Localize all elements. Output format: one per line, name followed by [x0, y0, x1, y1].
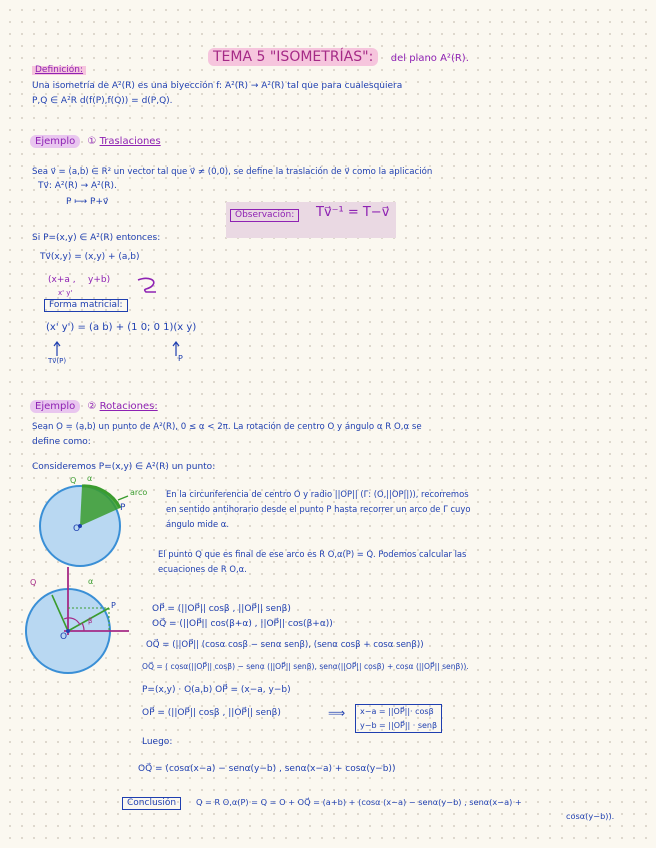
- conclusion-line2: cosα(y−b)).: [566, 811, 615, 821]
- equation-5: P=(x,y) · O(a,b) OP⃗ = (x−a, y−b): [142, 685, 291, 695]
- example1-line3: P ⟼ P+v⃗: [66, 197, 109, 207]
- definition-line2: P,Q ∈ A²R d(f(P),f(Q)) = d(P,Q).: [32, 96, 173, 106]
- example1-header: [30, 137, 161, 147]
- conclusion-line1: Q = R O,α(P) = Q = O + OQ⃗ = (a+b) + (cosα (x−a) − senα(y−b) , senα(x−a) +: [196, 797, 522, 807]
- example1-line2: Tv⃗: A²(R) → A²(R).: [38, 181, 117, 191]
- figure1-label-Q: Q: [70, 476, 77, 485]
- example2-header: [30, 402, 158, 412]
- matrix-formula: (x' y') = (a b) + (1 0; 0 1)(x y): [46, 322, 197, 333]
- paragraph2-line2: ecuaciones de R O,α.: [158, 564, 247, 574]
- figure2-label-alpha: α: [88, 577, 94, 586]
- implies-arrow: ⟹: [328, 706, 346, 720]
- equation-7: OQ⃗ = (cosα(x−a) − senα(y−b) , senα(x−a) + cosα(y−b)): [138, 764, 396, 774]
- matrix-label: Forma matricial:: [44, 299, 128, 312]
- curly-arrow-icon: [134, 274, 164, 296]
- observation-label: Observación:: [230, 209, 299, 222]
- example2-line3: Consideremos P=(x,y) ∈ A²(R) un punto:: [32, 462, 216, 472]
- matrix-under-left: Tv⃗(P): [48, 357, 67, 365]
- figure2-label-beta: β: [88, 617, 93, 625]
- figure1-label-alpha: α: [87, 474, 93, 483]
- xy-box: [355, 704, 442, 733]
- paragraph1-line1: En la circunferencia de centro O y radio ||OP|| (Γ: (O,||OP||)), recorremos: [166, 489, 469, 499]
- example2-number: ②: [87, 401, 97, 412]
- example1-topic: Traslaciones: [99, 136, 161, 147]
- figure2-label-P: P: [111, 601, 116, 610]
- equation-3: OQ⃗ = (||OP⃗|| (cosα cosβ − senα senβ), (senα cosβ + cosα senβ)): [146, 640, 424, 650]
- example1-number: ①: [87, 136, 97, 147]
- equation-1: OP⃗ = (||OP⃗|| cosβ , ||OP⃗|| senβ): [152, 604, 291, 614]
- example1-line4: Si P=(x,y) ∈ A²(R) entonces:: [32, 233, 161, 243]
- rotation-angle-figure: [24, 565, 134, 675]
- example1-line6c: x' y': [58, 289, 73, 297]
- figure1-arc-label: arco: [130, 488, 148, 497]
- conclusion-label: Conclusión: [122, 797, 181, 810]
- title-side: del plano A²(R).: [390, 53, 469, 64]
- page-title: [208, 50, 469, 64]
- figure2-label-Q: Q: [30, 578, 37, 587]
- equation-6: OP⃗ = (||OP⃗|| cosβ , ||OP⃗|| senβ): [142, 708, 281, 718]
- equation-4: OQ⃗ = ( cosα(||OP⃗|| cosβ) − senα (||OP⃗|| senβ), senα(||OP⃗|| cosβ) + cosα (||OP⃗|| senβ)).: [142, 662, 469, 671]
- paragraph2-line1: El punto Q que es final de ese arco es R O,α(P) = Q. Podemos calcular las: [158, 549, 467, 559]
- matrix-under-right: P: [178, 354, 183, 363]
- figure1-label-P: P: [120, 503, 126, 513]
- paragraph1-line2: en sentido antihorario desde el punto P hasta recorrer un arco de Γ cuyo: [166, 504, 471, 514]
- example2-line1: Sean O = (a,b) un punto de A²(R), 0 ≤ α < 2π. La rotación de centro O y ángulo α R O,α se: [32, 422, 422, 432]
- example1-line5: Tv⃗(x,y) = (x,y) + (a,b): [40, 252, 140, 262]
- xy-box-line2: y−b = ||OP⃗|| · senβ: [360, 721, 438, 730]
- luego-label: Luego:: [142, 737, 173, 747]
- arrow-up-icon: [52, 341, 62, 357]
- observation-formula: Tv⃗⁻¹ = T−v⃗: [316, 205, 390, 220]
- example1-label: Ejemplo: [30, 135, 80, 148]
- xy-box-line1: x−a = ||OP⃗||· cosβ: [360, 707, 434, 716]
- figure2-label-O: O: [60, 632, 68, 642]
- title-main: TEMA 5 "ISOMETRÍAS":: [208, 48, 378, 66]
- figure1-label-O: O: [73, 524, 81, 534]
- rotation-arc-figure: [30, 474, 170, 574]
- definition-line1: Una isometría de A²(R) es una biyección f: A²(R) → A²(R) tal que para cualesquiera: [32, 81, 403, 91]
- example1-line6b: y+b): [88, 275, 111, 285]
- example1-line6a: (x+a ,: [48, 275, 76, 285]
- example1-line1: Sea v⃗ = (a,b) ∈ R² un vector tal que v⃗ ≠ (0,0), se define la traslación de v⃗ como la aplicación: [32, 167, 433, 177]
- example2-topic: Rotaciones:: [99, 401, 158, 412]
- definition-label: Definición:: [32, 66, 86, 75]
- example2-line2: define como:: [32, 437, 91, 447]
- paragraph1-line3: ángulo mide α.: [166, 519, 229, 529]
- equation-2: OQ⃗ = (||OP⃗|| cos(β+α) , ||OP⃗|| cos(β+α)): [152, 619, 333, 629]
- example2-label: Ejemplo: [30, 400, 80, 413]
